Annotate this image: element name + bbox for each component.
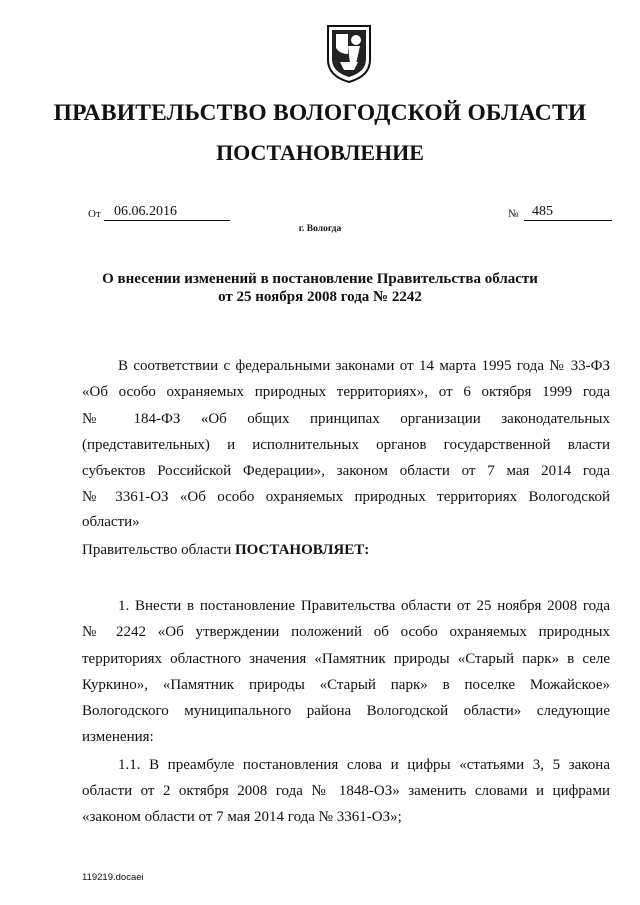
paragraph-line: Вологодского муниципального района Вологодской области» следующие bbox=[82, 703, 610, 719]
paragraph-line: территориях областного значения «Памятник природы «Старый парк» в селе bbox=[82, 651, 610, 667]
subject-line: О внесении изменений в постановление Правительства области bbox=[102, 271, 538, 287]
paragraph-line: Куркино», «Памятник природы «Старый парк» в поселке Можайское» bbox=[82, 677, 610, 693]
document-type: ПОСТАНОВЛЕНИЕ bbox=[216, 140, 424, 165]
document-number: 485 bbox=[524, 204, 612, 221]
file-name: 119219.docaei bbox=[82, 872, 144, 883]
paragraph-line: В соответствии с федеральными законами от 14 марта 1995 года № 33-ФЗ bbox=[118, 358, 610, 374]
paragraph-line: 1.1. В преамбуле постановления слова и цифры «статьями 3, 5 закона bbox=[118, 757, 610, 773]
paragraph-line: № 3361-ОЗ «Об особо охраняемых природных территориях Вологодской bbox=[82, 489, 610, 505]
paragraph-line: изменения: bbox=[82, 729, 154, 745]
government-title: ПРАВИТЕЛЬСТВО ВОЛОГОДСКОЙ ОБЛАСТИ bbox=[53, 100, 587, 126]
number-label: № bbox=[508, 208, 519, 220]
paragraph-line: области от 2 октября 2008 года № 1848-ОЗ» заменить словами и цифрами bbox=[82, 783, 610, 799]
paragraph-line: «законом области от 7 мая 2014 года № 3361-ОЗ»; bbox=[82, 809, 402, 825]
paragraph-line: области» bbox=[82, 514, 140, 530]
resolves-keyword: ПОСТАНОВЛЯЕТ: bbox=[234, 542, 370, 558]
paragraph-line: субъектов Российской Федерации», законом области от 7 мая 2014 года bbox=[82, 463, 610, 479]
document-subject bbox=[60, 270, 580, 306]
document-date: 06.06.2016 bbox=[104, 204, 230, 221]
paragraph-line: № 2242 «Об утверждении положений об особо охраняемых природных bbox=[82, 624, 610, 640]
resolves-prefix: Правительство области bbox=[82, 542, 232, 558]
paragraph-line: № 184-ФЗ «Об общих принципах организации законодательных bbox=[82, 411, 610, 427]
city: г. Вологда bbox=[298, 224, 342, 234]
paragraph-line: «Об особо охраняемых природных территориях», от 6 октября 1999 года bbox=[82, 384, 610, 400]
date-label: От bbox=[88, 208, 101, 220]
paragraph-line: 1. Внести в постановление Правительства области от 25 ноября 2008 года bbox=[118, 598, 610, 614]
paragraph-line: (представительных) и исполнительных органов государственной власти bbox=[82, 437, 610, 453]
subject-line: от 25 ноября 2008 года № 2242 bbox=[218, 289, 422, 305]
coat-of-arms-icon bbox=[326, 24, 372, 84]
resolves-line bbox=[82, 542, 610, 559]
